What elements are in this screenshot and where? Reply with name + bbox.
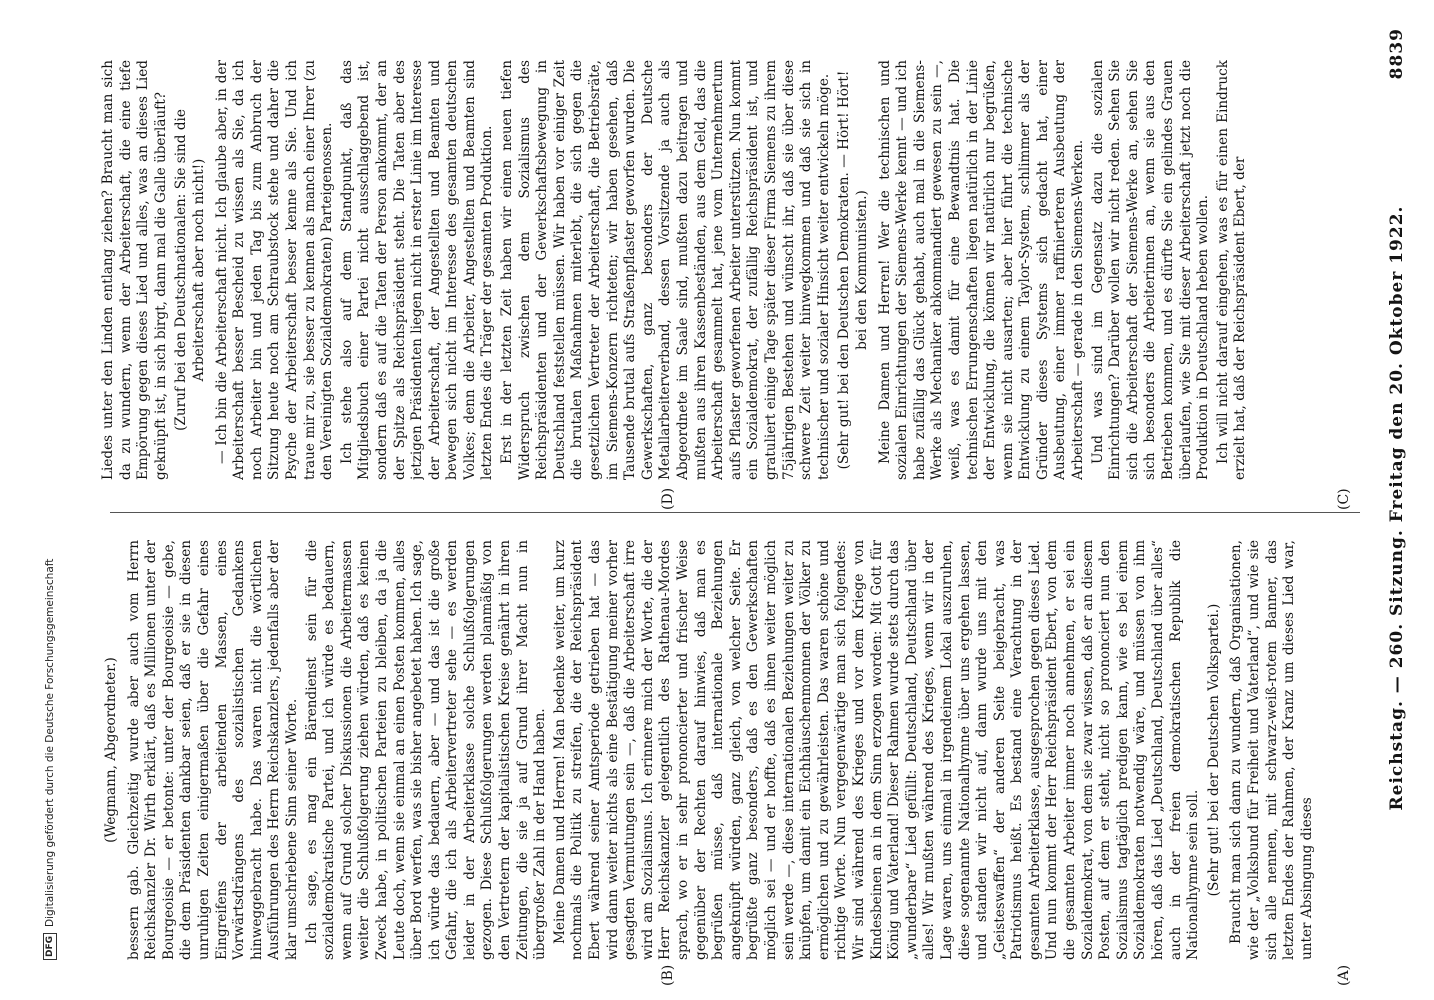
paragraph: Liedes unter den Linden entlang ziehen? Braucht man sich da zu wundern, wenn der Arbeiterschaft, die eine tiefe Empörung gegen dieses Lied und alles, was an dieses Lied geknüpft ist, in sich birgt, dann mal die Galle überläuft? <box>100 60 169 480</box>
footer-text: Digitalisierung gefördert durch die Deutsche Forschungsgemeinschaft <box>44 558 56 927</box>
paragraph: Ich sage, es mag ein Bärendienst sein für die sozialdemokratische Partei, und ich würde es bedauern, wenn auf Grund solcher Diskussionen die Arbeitermassen weiter die Schlußfolgerung ziehen würden, daß es keinen Zweck habe, in politischen Parteien zu bleiben, da ja die Leute doch, wenn sie einmal an einen Posten kommen, alles über Bord werfen, was sie bisher angebetet haben. Ich sage, ich würde das bedauern, aber — und das ist die große Gefahr, die ich als Arbeitervertreter sehe — es werden leider in der Arbeiterklasse solche Schlußfolgerungen gezogen. Diese Schlußfolgerungen werden planmäßig von den Vertretern der kapitalistischen Kreise genährt in ihren Zeitungen, die sie ja auf Grund ihrer Macht nun in übergroßer Zahl in der Hand haben. <box>303 540 549 960</box>
margin-marker-c: (C) <box>1336 488 1352 510</box>
paragraph: bessern gab. Gleichzeitig wurde aber auch vom Herrn Reichskanzler Dr. Wirth erklärt, daß es Millionen unter der Bourgeoisie — er betonte: unter der Bourgeoisie — gebe, die dem Präsidenten dankbar seien, daß er sie in diesen unruhigen Zeiten einigermaßen über die Gefahr eines Eingreifens der arbeitenden Massen, eines Vorwärtsdrängens des sozialistischen Gedankens hinweggebracht habe. Das waren nicht die wörtlichen Ausführungen des Herrn Reichskanzlers, jedenfalls aber der klar umschriebene Sinn seiner Worte. <box>125 540 300 960</box>
paragraph: Ich stehe also auf dem Standpunkt, daß das Mitgliedsbuch einer Partei nicht ausschlaggebend ist, sondern daß es auf die Taten der Person ankommt, der an der Spitze als Reichspräsident steht. Die Taten aber des jetzigen Präsidenten liegen nicht in erster Linie im Interesse der Arbeiterschaft, der Angestellten und Beamten und bewegen sich nicht im Interesse des gesamten deutschen Volkes; denn die Arbeiter, Angestellten und Beamten sind letzten Endes die Träger der gesamten Produktion. <box>338 60 496 480</box>
paragraph: Braucht man sich dann zu wundern, daß Organisationen, wie der „Volksbund für Freiheit und Vaterland“, und wie sie sich alle nennen, mit schwarz-weiß-rotem Banner, das letzten Endes der Rahmen, der Kranz um dieses Lied war, unter Absingung dieses <box>1228 540 1315 960</box>
dfg-logo: DFG <box>43 933 57 960</box>
header-title: Reichstag. — 260. Sitzung. Freitag den 20. Oktober 1922. <box>1387 205 1407 811</box>
margin-marker-d: (D) <box>660 487 676 510</box>
paragraph: (Sehr gut! bei den Deutschen Demokraten. — Hört! Hört! bei den Kommunisten.) <box>836 70 870 470</box>
paragraph: Und was sind im Gegensatz dazu die sozialen Einrichtungen? Darüber wollen wir nicht reden. Sehen Sie sich die Arbeiterschaft der Siemens-Werke an, sehen Sie sich besonders die Arbeiterinnen an, wenn sie aus den Betrieben kommen, und es dürfte Sie ein gelindes Grauen überlaufen, wie Sie mit dieser Arbeiterschaft jetzt noch die Produktion in Deutschland heben wollen. <box>1089 60 1212 480</box>
paragraph: Meine Damen und Herren! Wer die technischen und sozialen Einrichtungen der Siemens-Werke kennt — und ich habe zufällig das Glück gehabt, auch mal in die Siemens-Werke als Mechaniker abkommandiert gewesen zu sein —, weiß, was es damit für eine Bewandtnis hat. Die technischen Errungenschaften liegen natürlich in der Linie der Entwicklung, die können wir natürlich nur begrüßen, wenn sie nicht ausarten; aber hier führt die technische Entwicklung zu einem Taylor-System, schlimmer als der Gründer dieses Systems sich gedacht hat, einer Ausbeutung, einer immer raffinierteren Ausbeutung der Arbeiterschaft — gerade in den Siemens-Werken. <box>876 60 1087 480</box>
paragraph: (Wegmann, Abgeordneter.) <box>103 657 119 843</box>
column-divider <box>110 512 1360 513</box>
left-text-column <box>100 540 1370 960</box>
right-text-column <box>100 60 1370 480</box>
page-header <box>1380 28 1414 988</box>
digitization-footer <box>40 60 60 960</box>
margin-marker-a: (A) <box>1336 964 1352 986</box>
paragraph: (Zuruf bei den Deutschnationalen: Sie sind die Arbeiterschaft aber noch nicht!) <box>173 109 207 431</box>
paragraph: Ich will nicht darauf eingehen, was es für einen Eindruck erzielt hat, daß der Reichspräsident Ebert, der <box>1214 60 1249 480</box>
paragraph: Erst in der letzten Zeit haben wir einen neuen tiefen Widerspruch zwischen dem Sozialismus des Reichspräsidenten und der Gewerkschaftsbewegung in Deutschland feststellen müssen. Wir haben vor einiger Zeit die brutalen Maßnahmen miterlebt, die sich gegen die gesetzlichen Vertreter der Arbeiterschaft, die Betriebsräte, im Siemens-Konzern richteten; wir haben gesehen, daß Tausende brutal aufs Straßenpflaster geworfen wurden. Die Gewerkschaften, ganz besonders der Deutsche Metallarbeiterverband, dessen Vorsitzende ja auch als Abgeordnete im Saale sind, mußten dazu beitragen und mußten aus ihren Kassenbeständen, aus dem Geld, das die Arbeiterschaft gesammelt hat, jene vom Unternehmertum aufs Pflaster geworfenen Arbeiter unterstützen. Nun kommt ein Sozialdemokrat, der zufällig Reichspräsident ist, und gratuliert einige Tage später dieser Firma Siemens zu ihrem 75jährigen Bestehen und wünscht ihr, daß sie über diese schwere Zeit weiter hinwegkommen und daß sie sich in technischer und sozialer Hinsicht weiter entwickeln möge. <box>499 60 832 480</box>
paragraph: — Ich bin die Arbeiterschaft nicht. Ich glaube aber, in der Arbeiterschaft besser Bescheid zu wissen als Sie, da ich noch Arbeiter bin und jeden Tag bis zum Anbruch der Sitzung heute noch am Schraubstock stehe und daher die Psyche der Arbeiterschaft besser kenne als Sie. Und ich traue mir zu, sie besser zu kennen als manch einer Ihrer (zu den Vereinigten Sozialdemokraten) Parteigenossen. <box>213 60 336 480</box>
paragraph: (Sehr gut! bei der Deutschen Volkspartei.) <box>1205 603 1222 897</box>
page-number: 8839 <box>1387 28 1407 80</box>
paragraph: Meine Damen und Herren! Man bedenke weiter, um kurz nochmals die Politik zu streifen, die der Reichspräsident Ebert während seiner Amtsperiode getrieben hat — das wird dann weiter nichts als eine Bestätigung meiner vorher gesagten Vermutungen sein —, daß die Arbeiterschaft irre wird am Sozialismus. Ich erinnere mich der Worte, die der Herr Reichskanzler gelegentlich des Rathenau-Mordes sprach, wo er in sehr prononcierter und frischer Weise gegenüber der Rechten darauf hinwies, daß man es begrüßen müsse, daß internationale Beziehungen angeknüpft würden, ganz gleich, von welcher Seite. Er begrüßte ganz besonders, daß es den Gewerkschaften möglich sei — und er hoffte, daß es ihnen weiter möglich sein werde —, diese internationalen Beziehungen weiter zu knüpfen, um damit ein Eichhäuschenmonnen der Völker zu ermöglichen und zu gewährleisten. Das waren schöne und richtige Worte. Nun vergegenwärtige man sich folgendes: Wir sind während des Krieges und vor dem Kriege von Kindesbeinen an in dem Sinn erzogen worden: Mit Gott für König und Vaterland! Dieser Rahmen wurde stets durch das „wunderbare“ Lied gefüllt: Deutschland, Deutschland über alles! Wir mußten während des Krieges, wenn wir in der Lage waren, uns einmal in irgendeinem Lokal auszuruhen, diese sogenannte Nationalhymne über uns ergehen lassen, und standen wir nicht auf, dann wurde uns mit den „Geisteswaffen“ der anderen Seite beigebracht, was Patriotismus heißt. Es bestand eine Verachtung in der gesamten Arbeiterklasse, ausgesprochen gegen dieses Lied. Und nun kommt der Herr Reichspräsident Ebert, von dem die gesamten Arbeiter immer noch annehmen, er sei ein Sozialdemokrat, von dem sie zwar wissen, daß er an diesem Posten, auf dem er steht, nicht so prononciert nun den Sozialismus tagtäglich predigen kann, wie es bei einem Sozialdemokraten notwendig wäre, und müssen von ihm hören, daß das Lied „Deutschland, Deutschland über alles“ auch in der freien demokratischen Republik die Nationalhymne sein soll. <box>551 540 1202 960</box>
margin-marker-b: (B) <box>660 964 676 986</box>
